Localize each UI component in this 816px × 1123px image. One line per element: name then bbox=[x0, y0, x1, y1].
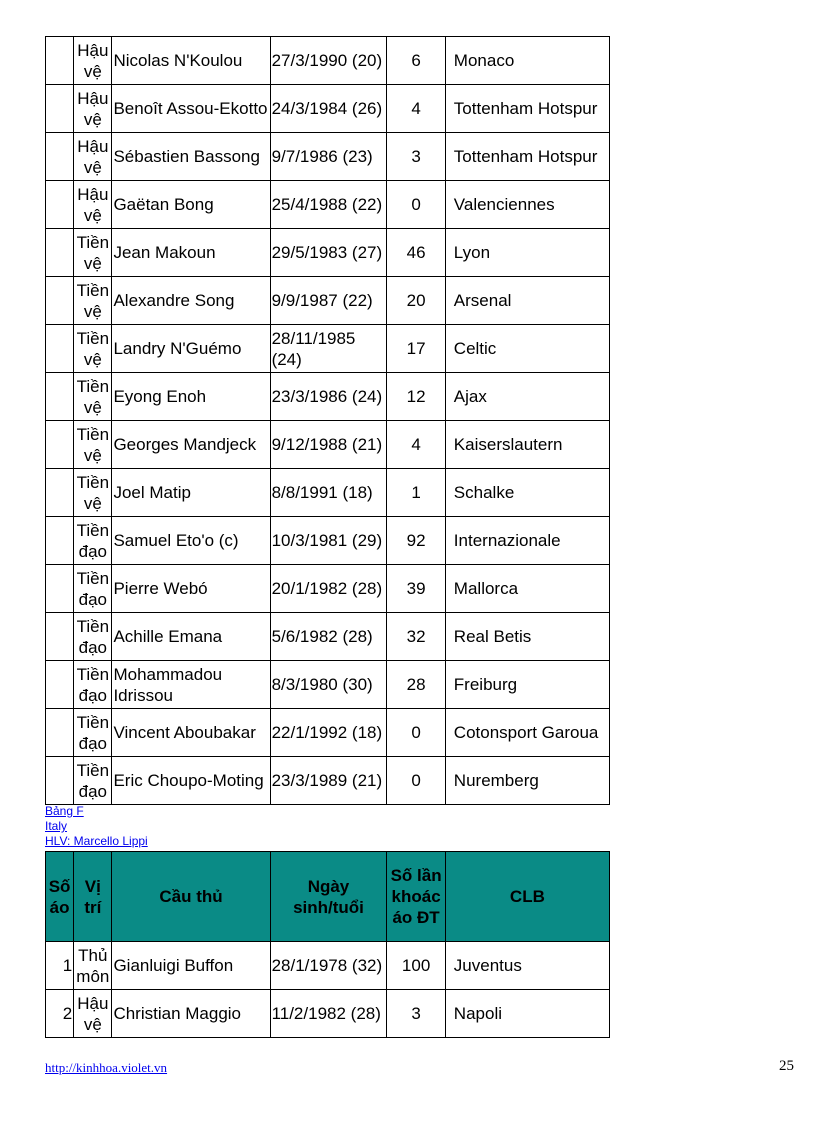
cell-shirt-number bbox=[46, 133, 74, 181]
header-position: Vị trí bbox=[74, 852, 112, 942]
table-row bbox=[46, 181, 610, 229]
cell-date-of-birth: 22/1/1992 (18) bbox=[270, 709, 387, 757]
cell-date-of-birth: 28/1/1978 (32) bbox=[270, 942, 387, 990]
cell-club bbox=[445, 757, 609, 805]
table-row bbox=[46, 85, 610, 133]
cell-position: Thủ môn bbox=[74, 942, 112, 990]
cell-player-name: Gaëtan Bong bbox=[112, 181, 270, 229]
cell-position: Tiền vệ bbox=[74, 325, 112, 373]
club-name: Internazionale bbox=[453, 531, 561, 550]
cell-shirt-number bbox=[46, 565, 74, 613]
footer-url-link[interactable]: http://kinhhoa.violet.vn bbox=[45, 1060, 168, 1075]
cell-date-of-birth: 27/3/1990 (20) bbox=[270, 37, 387, 85]
cell-player-name: Alexandre Song bbox=[112, 277, 270, 325]
cell-player-name: Achille Emana bbox=[112, 613, 270, 661]
cell-caps: 3 bbox=[387, 133, 445, 181]
cameroon-squad-table bbox=[45, 36, 610, 805]
cell-shirt-number bbox=[46, 661, 74, 709]
table-row bbox=[46, 942, 610, 990]
cell-position: Hậu vệ bbox=[74, 181, 112, 229]
cell-position: Hậu vệ bbox=[74, 990, 112, 1038]
cell-shirt-number: 2 bbox=[46, 990, 74, 1038]
cell-shirt-number bbox=[46, 229, 74, 277]
table-row bbox=[46, 469, 610, 517]
cell-shirt-number bbox=[46, 277, 74, 325]
cell-caps: 6 bbox=[387, 37, 445, 85]
club-name: Tottenham Hotspur bbox=[453, 147, 598, 166]
cell-club bbox=[445, 181, 609, 229]
cell-club bbox=[445, 325, 609, 373]
cell-club bbox=[445, 661, 609, 709]
table-row bbox=[46, 37, 610, 85]
cell-caps: 0 bbox=[387, 757, 445, 805]
cell-caps: 92 bbox=[387, 517, 445, 565]
page-number: 25 bbox=[779, 1058, 794, 1074]
cell-date-of-birth: 23/3/1986 (24) bbox=[270, 373, 387, 421]
club-name: Lyon bbox=[453, 243, 491, 262]
cell-club bbox=[445, 469, 609, 517]
table-row bbox=[46, 757, 610, 805]
cell-player-name: Nicolas N'Koulou bbox=[112, 37, 270, 85]
cell-club bbox=[445, 133, 609, 181]
table-row bbox=[46, 325, 610, 373]
cell-shirt-number bbox=[46, 709, 74, 757]
table-row bbox=[46, 229, 610, 277]
group-links bbox=[45, 804, 148, 849]
cell-player-name: Mohammadou Idrissou bbox=[112, 661, 270, 709]
club-name: Tottenham Hotspur bbox=[453, 99, 598, 118]
table-row bbox=[46, 421, 610, 469]
cell-shirt-number bbox=[46, 373, 74, 421]
header-caps: Số lần khoác áo ĐT bbox=[387, 852, 445, 942]
cell-date-of-birth: 25/4/1988 (22) bbox=[270, 181, 387, 229]
table-header-row bbox=[46, 852, 610, 942]
cell-date-of-birth: 9/12/1988 (21) bbox=[270, 421, 387, 469]
club-name: Juventus bbox=[453, 956, 522, 975]
coach-link[interactable]: HLV: Marcello Lippi bbox=[45, 834, 148, 848]
cell-caps: 12 bbox=[387, 373, 445, 421]
cell-date-of-birth: 9/9/1987 (22) bbox=[270, 277, 387, 325]
cell-caps: 39 bbox=[387, 565, 445, 613]
header-dob-age: Ngày sinh/tuổi bbox=[270, 852, 387, 942]
cell-club bbox=[445, 277, 609, 325]
cell-player-name: Eric Choupo-Moting bbox=[112, 757, 270, 805]
cell-player-name: Gianluigi Buffon bbox=[112, 942, 270, 990]
cell-date-of-birth: 24/3/1984 (26) bbox=[270, 85, 387, 133]
italy-squad-table bbox=[45, 851, 610, 1038]
cell-shirt-number bbox=[46, 469, 74, 517]
cell-position: Tiền đạo bbox=[74, 661, 112, 709]
cell-caps: 1 bbox=[387, 469, 445, 517]
cell-position: Hậu vệ bbox=[74, 37, 112, 85]
cell-club bbox=[445, 517, 609, 565]
table-row bbox=[46, 709, 610, 757]
cell-position: Hậu vệ bbox=[74, 133, 112, 181]
cell-position: Tiền vệ bbox=[74, 421, 112, 469]
cell-club bbox=[445, 85, 609, 133]
cell-position: Hậu vệ bbox=[74, 85, 112, 133]
cell-player-name: Christian Maggio bbox=[112, 990, 270, 1038]
club-name: Monaco bbox=[453, 51, 515, 70]
club-name: Ajax bbox=[453, 387, 487, 406]
cell-shirt-number bbox=[46, 181, 74, 229]
club-name: Valenciennes bbox=[453, 195, 555, 214]
cell-date-of-birth: 8/3/1980 (30) bbox=[270, 661, 387, 709]
cell-caps: 32 bbox=[387, 613, 445, 661]
cell-date-of-birth: 28/11/1985 (24) bbox=[270, 325, 387, 373]
cell-player-name: Georges Mandjeck bbox=[112, 421, 270, 469]
cell-caps: 28 bbox=[387, 661, 445, 709]
table-row bbox=[46, 565, 610, 613]
club-name: Napoli bbox=[453, 1004, 502, 1023]
cell-date-of-birth: 20/1/1982 (28) bbox=[270, 565, 387, 613]
cell-date-of-birth: 9/7/1986 (23) bbox=[270, 133, 387, 181]
cell-player-name: Eyong Enoh bbox=[112, 373, 270, 421]
italy-link[interactable]: Italy bbox=[45, 819, 68, 833]
club-name: Kaiserslautern bbox=[453, 435, 563, 454]
cell-shirt-number bbox=[46, 325, 74, 373]
cell-caps: 46 bbox=[387, 229, 445, 277]
club-name: Nuremberg bbox=[453, 771, 539, 790]
cell-club bbox=[445, 421, 609, 469]
cell-player-name: Joel Matip bbox=[112, 469, 270, 517]
cell-shirt-number: 1 bbox=[46, 942, 74, 990]
club-name: Cotonsport Garoua bbox=[453, 723, 599, 742]
cell-club bbox=[445, 942, 609, 990]
cell-club bbox=[445, 565, 609, 613]
table-row bbox=[46, 277, 610, 325]
cell-club bbox=[445, 373, 609, 421]
cell-club bbox=[445, 990, 609, 1038]
cell-club bbox=[445, 229, 609, 277]
cell-shirt-number bbox=[46, 517, 74, 565]
cell-club bbox=[445, 613, 609, 661]
cell-position: Tiền đạo bbox=[74, 517, 112, 565]
cell-caps: 3 bbox=[387, 990, 445, 1038]
club-name: Arsenal bbox=[453, 291, 512, 310]
club-name: Celtic bbox=[453, 339, 497, 358]
cell-date-of-birth: 8/8/1991 (18) bbox=[270, 469, 387, 517]
cell-caps: 100 bbox=[387, 942, 445, 990]
cell-player-name: Landry N'Guémo bbox=[112, 325, 270, 373]
table-row bbox=[46, 517, 610, 565]
cell-player-name: Samuel Eto'o (c) bbox=[112, 517, 270, 565]
header-player: Cầu thủ bbox=[112, 852, 270, 942]
cell-date-of-birth: 29/5/1983 (27) bbox=[270, 229, 387, 277]
cell-shirt-number bbox=[46, 613, 74, 661]
club-name: Mallorca bbox=[453, 579, 519, 598]
cell-position: Tiền vệ bbox=[74, 469, 112, 517]
cell-player-name: Benoît Assou-Ekotto bbox=[112, 85, 270, 133]
club-name: Freiburg bbox=[453, 675, 518, 694]
cell-shirt-number bbox=[46, 85, 74, 133]
table-row bbox=[46, 613, 610, 661]
cell-caps: 4 bbox=[387, 85, 445, 133]
header-shirt-number: Số áo bbox=[46, 852, 74, 942]
table-row bbox=[46, 373, 610, 421]
cell-shirt-number bbox=[46, 757, 74, 805]
cell-caps: 20 bbox=[387, 277, 445, 325]
cell-player-name: Jean Makoun bbox=[112, 229, 270, 277]
cell-player-name: Vincent Aboubakar bbox=[112, 709, 270, 757]
cell-position: Tiền đạo bbox=[74, 757, 112, 805]
cell-position: Tiền vệ bbox=[74, 277, 112, 325]
cell-position: Tiền đạo bbox=[74, 565, 112, 613]
cell-caps: 4 bbox=[387, 421, 445, 469]
cell-shirt-number bbox=[46, 37, 74, 85]
table-row bbox=[46, 990, 610, 1038]
group-f-link[interactable]: Bảng F bbox=[45, 804, 84, 818]
cell-position: Tiền đạo bbox=[74, 709, 112, 757]
header-club: CLB bbox=[445, 852, 609, 942]
cell-shirt-number bbox=[46, 421, 74, 469]
table-row bbox=[46, 133, 610, 181]
table-row bbox=[46, 661, 610, 709]
cell-caps: 0 bbox=[387, 181, 445, 229]
cell-player-name: Pierre Webó bbox=[112, 565, 270, 613]
cell-date-of-birth: 11/2/1982 (28) bbox=[270, 990, 387, 1038]
club-name: Schalke bbox=[453, 483, 515, 502]
cell-club bbox=[445, 709, 609, 757]
cell-player-name: Sébastien Bassong bbox=[112, 133, 270, 181]
cell-caps: 17 bbox=[387, 325, 445, 373]
cell-club bbox=[445, 37, 609, 85]
cell-date-of-birth: 5/6/1982 (28) bbox=[270, 613, 387, 661]
cell-date-of-birth: 10/3/1981 (29) bbox=[270, 517, 387, 565]
cell-date-of-birth: 23/3/1989 (21) bbox=[270, 757, 387, 805]
cell-caps: 0 bbox=[387, 709, 445, 757]
cell-position: Tiền đạo bbox=[74, 613, 112, 661]
club-name: Real Betis bbox=[453, 627, 532, 646]
cell-position: Tiền vệ bbox=[74, 373, 112, 421]
cell-position: Tiền vệ bbox=[74, 229, 112, 277]
